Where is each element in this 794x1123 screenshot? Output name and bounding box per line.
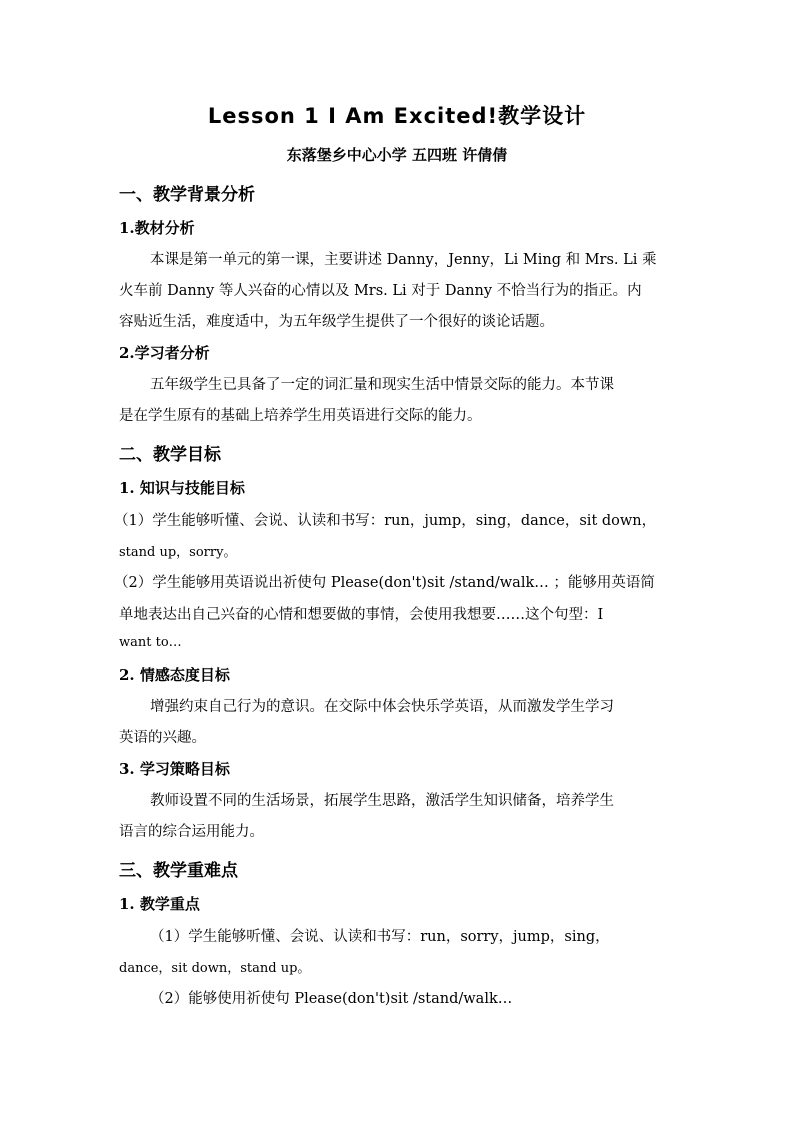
subheading-emotion-attitude: 2. 情感态度目标 [119, 666, 230, 684]
document-subtitle: 东落堡乡中心小学 五四班 许倩倩 [286, 146, 508, 164]
section-heading-background: 一、教学背景分析 [119, 185, 255, 205]
paragraph-line: 本课是第一单元的第一课，主要讲述 Danny，Jenny，Li Ming 和 Mrs. Li 乘 [150, 252, 657, 268]
paragraph-line: 增强约束自己行为的意识。在交际中体会快乐学英语，从而激发学生学习 [150, 699, 614, 715]
list-item-line: stand up，sorry。 [119, 545, 237, 560]
paragraph-line: 英语的兴趣。 [119, 730, 206, 746]
paragraph-line: 教师设置不同的生活场景，拓展学生思路，激活学生知识储备，培养学生 [150, 793, 614, 809]
subheading-learner-analysis: 2.学习者分析 [119, 344, 210, 362]
paragraph-line: 火车前 Danny 等人兴奋的心情以及 Mrs. Li 对于 Danny 不恰当行为的指正。内 [119, 283, 642, 299]
paragraph-line: 五年级学生已具备了一定的词汇量和现实生活中情景交际的能力。本节课 [150, 377, 614, 393]
list-item-line: （1）学生能够听懂、会说、认读和书写：run，jump，sing，dance，sit down， [114, 513, 657, 529]
subheading-teaching-focus: 1. 教学重点 [119, 895, 200, 913]
paragraph-line: 是在学生原有的基础上培养学生用英语进行交际的能力。 [119, 408, 482, 424]
list-item-line: （2）能够使用祈使句 Please(don't)sit /stand/walk… [150, 991, 513, 1007]
list-item-line: want to… [119, 635, 182, 650]
paragraph-line: 语言的综合运用能力。 [119, 824, 264, 840]
paragraph-line: 容贴近生活，难度适中，为五年级学生提供了一个很好的谈论话题。 [119, 314, 554, 330]
subheading-textbook-analysis: 1.教材分析 [119, 219, 195, 237]
section-heading-key-points: 三、教学重难点 [119, 861, 238, 881]
list-item-line: dance，sit down，stand up。 [119, 961, 311, 976]
document-title: Lesson 1 I Am Excited!教学设计 [207, 104, 587, 128]
subheading-knowledge-skills: 1. 知识与技能目标 [119, 479, 245, 497]
list-item-line: 单地表达出自己兴奋的心情和想要做的事情，会使用我想要……这个句型：I [119, 607, 604, 623]
list-item-line: （1）学生能够听懂、会说、认读和书写：run，sorry，jump，sing， [150, 929, 610, 945]
list-item-line: （2）学生能够用英语说出祈使句 Please(don't)sit /stand/walk… ；能够用英语简 [114, 575, 655, 591]
subheading-learning-strategy: 3. 学习策略目标 [119, 760, 230, 778]
section-heading-objectives: 二、教学目标 [119, 445, 221, 465]
